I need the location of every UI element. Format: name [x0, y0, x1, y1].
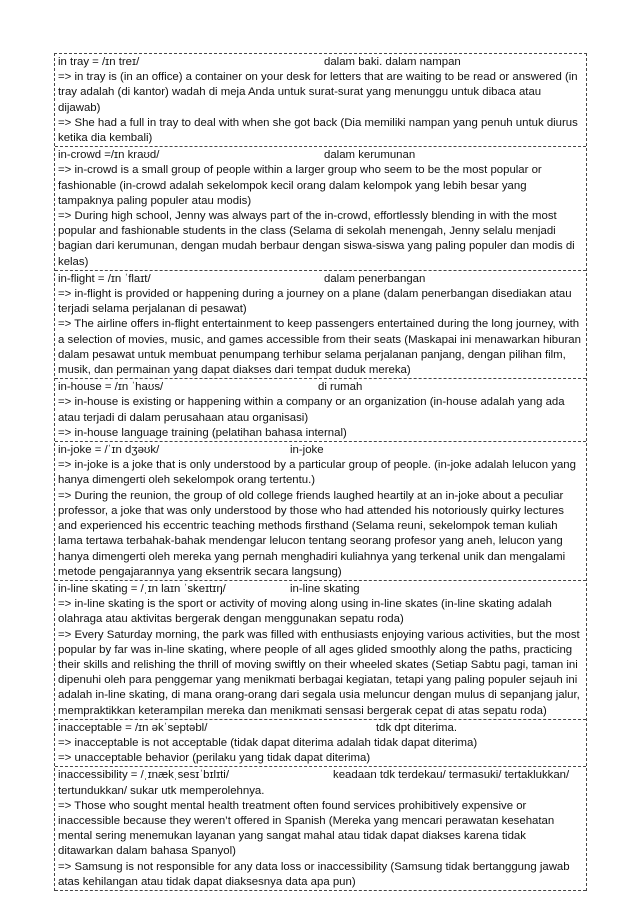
example-line: => in-house language training (pelatihan bahasa internal) [58, 426, 347, 439]
translation: tdk dpt diterima. [376, 721, 458, 734]
entry-header [58, 148, 583, 163]
example-line: => During high school, Jenny was always part of the in-crowd, effortlessly blending in with the most popular and fashionable students in the class (Selama di sekolah menengah, Jenny selalu menjadi bagian dari kerumunan, dengan mudah berbaur dengan siswa-siswa yang paling populer dan modis di kelas) [58, 210, 575, 268]
term: in-flight = /ɪn ˈflaɪt/ [58, 272, 151, 285]
vocabulary-table [54, 53, 587, 891]
term: in-line skating = /ˌɪn laɪn ˈskeɪtɪŋ/ [58, 582, 226, 595]
entry-in-flight [55, 271, 586, 379]
translation-continued: tertundukkan/ sukar utk memperolehnya. [58, 784, 265, 797]
entry-header [58, 55, 583, 70]
translation: keadaan tdk terdekau/ termasuki/ tertaklukkan/ [333, 769, 570, 782]
entry-header [58, 443, 583, 458]
definition-line: => in tray is (in an office) a container on your desk for letters that are waiting to be read or answered (in tray adalah (di kantor) wadah di meja Anda untuk surat-surat yang menunggu untuk dibaca atau dijawab) [58, 71, 578, 114]
translation: in-line skating [290, 582, 360, 595]
definition-line: => in-line skating is the sport or activity of moving along using in-line skates (in-line skating adalah olahraga atau aktivitas bergerak dengan menggunakan sepatu roda) [58, 598, 552, 626]
translation: dalam kerumunan [324, 149, 416, 162]
term: inaccessibility = /ˌɪnækˌsesɪˈbɪlɪti/ [58, 769, 229, 782]
entry-inaccessibility [55, 767, 586, 891]
entry-in-tray [55, 54, 586, 147]
example-line: => She had a full in tray to deal with when she got back (Dia memiliki nampan yang penuh untuk diurus ketika dia kembali) [58, 116, 578, 145]
example-line: => unacceptable behavior (perilaku yang tidak dapat diterima) [58, 752, 371, 765]
example-line: => Samsung is not responsible for any data loss or inaccessibility (Samsung tidak bertanggung jawab atas kehilangan atau tidak dapat diaksesnya data apa pun) [58, 860, 570, 888]
translation: di rumah [318, 381, 363, 394]
entry-in-line-skating [55, 581, 586, 720]
term: inacceptable = /ɪn əkˈseptəbl/ [58, 721, 208, 734]
entry-header [58, 768, 583, 783]
term: in tray = /ɪn treɪ/ [58, 56, 140, 68]
translation: dalam baki. dalam nampan [324, 56, 461, 68]
definition-line: => in-flight is provided or happening during a journey on a plane (dalam penerbangan disediakan atau terjadi selama perjalanan di pesawat) [58, 288, 572, 316]
translation: in-joke [290, 444, 324, 457]
entry-header [58, 721, 583, 736]
definition-line: => in-joke is a joke that is only understood by a particular group of people. (in-joke adalah lelucon yang hanya dimengerti oleh sekelompok orang tertentu.) [58, 459, 576, 487]
term: in-crowd =/ɪn kraʊd/ [58, 149, 160, 162]
definition-line: => in-crowd is a small group of people within a larger group who seem to be the most popular or fashionable (in-crowd adalah sekelompok kecil orang dalam kelompok yang lebih besar yang tampaknya paling populer atau modis) [58, 164, 542, 207]
entry-in-crowd [55, 147, 586, 271]
example-line: => During the reunion, the group of old college friends laughed heartily at an in-joke about a peculiar professor, a joke that was only understood by those who had attended his notoriously quirky lectures and experienced his eccentric teaching methods firsthand (Selama reuni, sekelompok teman kuliah lama tertawa terbahak-bahak mendengar lelucon tentang seorang profesor yang aneh, lelucon yang hanya dimengerti oleh mereka yang pernah menghadiri kuliahnya yang terkenal unik dan mengalami metode pengajarannya yang eksentrik secara langsung) [58, 489, 566, 578]
entry-inacceptable [55, 720, 586, 768]
definition-line: => inacceptable is not acceptable (tidak dapat diterima adalah tidak dapat diterima) [58, 736, 478, 749]
entry-in-joke [55, 442, 586, 581]
entry-header [58, 582, 583, 597]
definition-line: => in-house is existing or happening within a company or an organization (in-house adalah yang ada atau terjadi di dalam perusahaan atau organisasi) [58, 396, 565, 424]
entry-in-house [55, 379, 586, 442]
example-line: => Those who sought mental health treatment often found services prohibitively expensive or inaccessible because they weren’t offered in Spanish (Mereka yang mencari perawatan kesehatan mental sering menemukan layanan yang sangat mahal atau tidak dapat diakses karena tidak ditawarkan dalam bahasa Spanyol) [58, 799, 555, 858]
term: in-house = /ɪn ˈhaʊs/ [58, 381, 164, 394]
example-line: => The airline offers in-flight entertainment to keep passengers entertained during the long journey, with a selection of movies, music, and games accessible from their seats (Maskapai ini menawarkan hiburan dalam pesawat untuk membuat penumpang terhibur selama perjalanan panjang, dengan pilihan film, musik, dan permainan yang dapat diakses dari tempat duduk mereka) [58, 318, 581, 377]
entry-header [58, 380, 583, 395]
example-line: => Every Saturday morning, the park was filled with enthusiasts enjoying various activities, but the most popular by far was in-line skating, where people of all ages glided smoothly along the paths, practicing their skills and relishing the thrill of moving swiftly on their wheeled skates (Setiap Sabtu pagi, taman ini dipenuhi oleh para penggemar yang menikmati berbagai kegiatan, tetapi yang paling populer sejauh ini adalah in-line skating, di mana orang-orang dari segala usia meluncur dengan mulus di sepanjang jalur, mempraktikkan keterampilan mereka dan menikmati sensasi bergerak cepat di atas sepatu roda) [58, 628, 580, 717]
translation: dalam penerbangan [324, 272, 426, 285]
entry-header [58, 272, 583, 287]
term: in-joke = /ˈɪn dʒəʊk/ [58, 444, 160, 457]
